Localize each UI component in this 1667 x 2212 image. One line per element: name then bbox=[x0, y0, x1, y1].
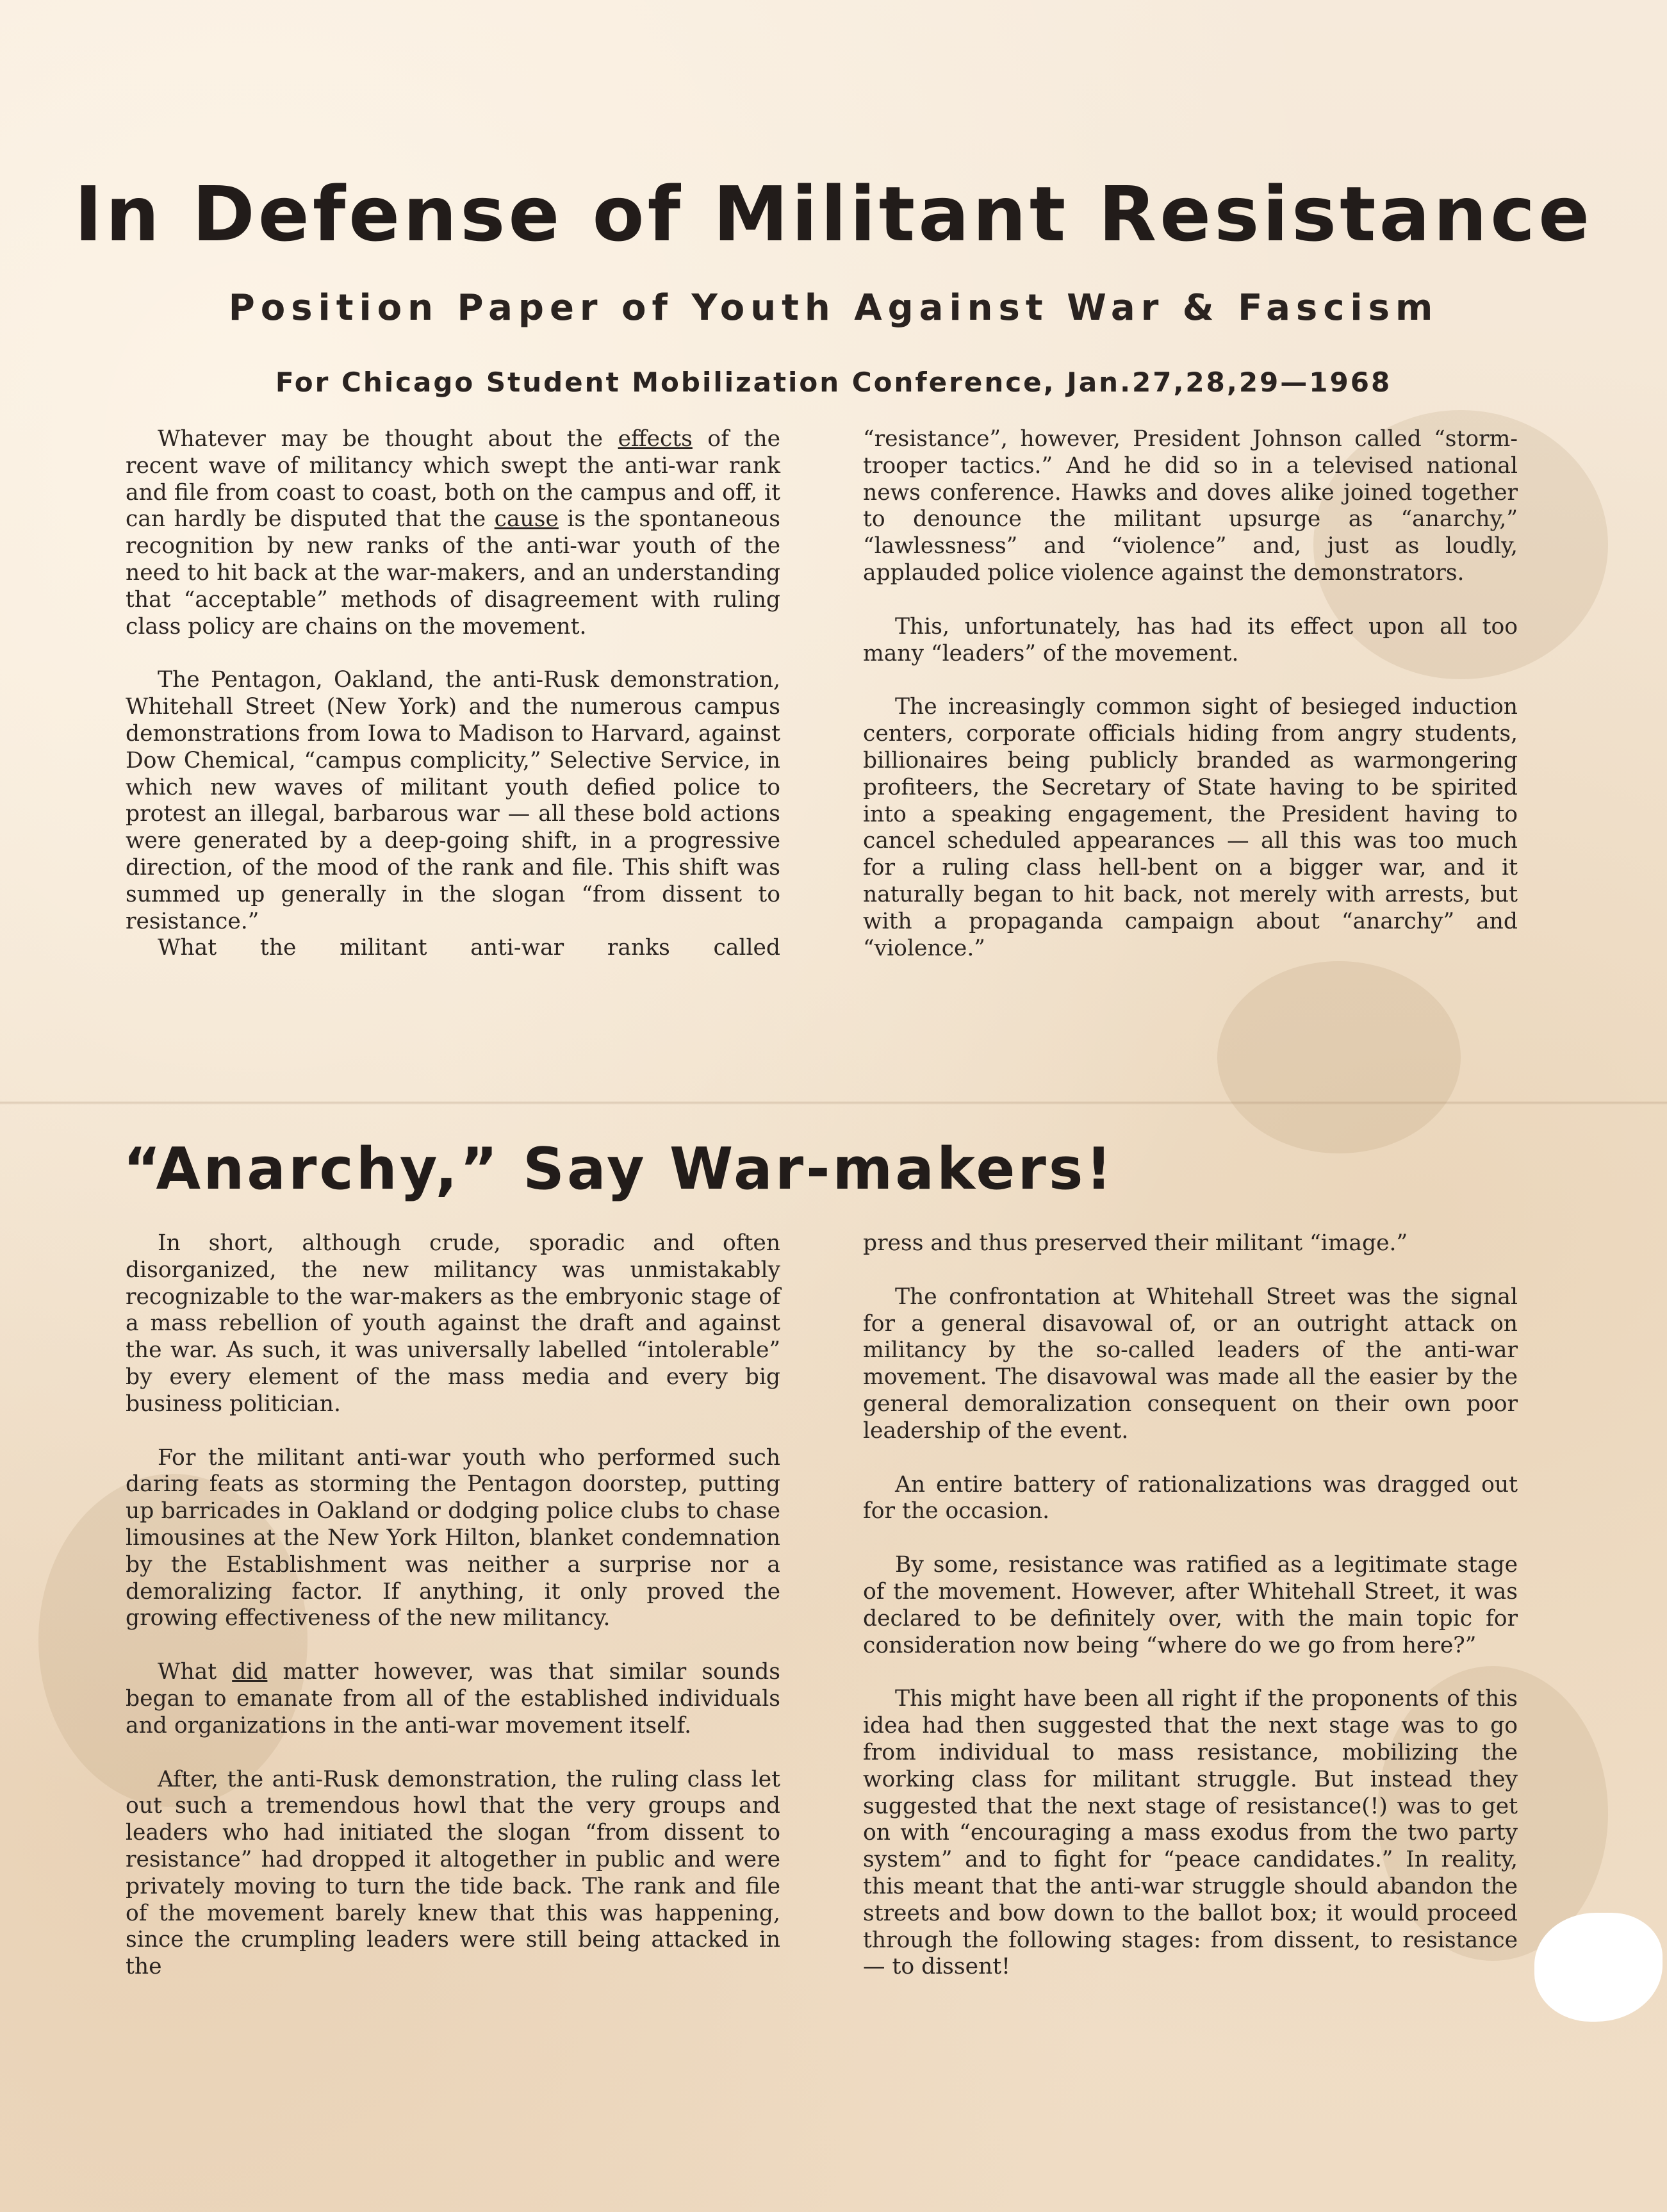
text-run: matter however, was that similar sounds began to emanate from all of the established individuals and organizations in the anti-war movement itself. bbox=[126, 1659, 780, 1738]
text-run: What bbox=[158, 1659, 233, 1685]
paragraph: What the militant anti-war ranks called bbox=[158, 935, 780, 961]
section1-right-column bbox=[863, 426, 1518, 989]
paragraph: By some, resistance was ratified as a legitimate stage of the movement. However, after Whitehall Street, it was declared to be definitely over, with the main topic for consideration now being “where do we go from here?” bbox=[863, 1552, 1518, 1658]
paragraph: The confrontation at Whitehall Street was the signal for a general disavowal of, or an outright attack on militancy by the so-called leaders of the anti-war movement. The disavowal was made all the easier by the general demoralization consequent on their own poor leadership of the event. bbox=[863, 1283, 1518, 1444]
underlined-word: cause bbox=[494, 506, 559, 532]
paragraph: After, the anti-Rusk demonstration, the ruling class let out such a tremendous howl that the very groups and leaders who had initiated the slogan “from dissent to resistance” had dropped it altogether in public and were privately moving to turn the tide back. The rank and file of the movement barely knew that this was happening, since the crumpling leaders were still being attacked in the bbox=[126, 1766, 780, 1980]
section-heading: “Anarchy,” Say War-makers! bbox=[123, 1135, 1115, 1203]
text-run: Whatever may be thought about the bbox=[158, 426, 618, 452]
paragraph: This, unfortunately, has had its effect upon all too many “leaders” of the movement. bbox=[863, 613, 1518, 666]
underlined-word: did bbox=[232, 1659, 268, 1685]
conference-line: For Chicago Student Mobilization Conference, Jan.27,28,29—1968 bbox=[275, 367, 1392, 398]
age-stain bbox=[1217, 961, 1461, 1153]
paragraph bbox=[126, 1659, 780, 1739]
paper-fold-crease bbox=[0, 1101, 1667, 1105]
paragraph: “resistance”, however, President Johnson called “storm-trooper tactics.” And he did so in a televised national news conference. Hawks and doves alike joined together to denounce the militant upsurge as “anarchy,” “lawlessness” and “violence” and, just as loudly, applauded police violence against the demonstrators. bbox=[863, 426, 1518, 586]
underlined-word: effects bbox=[618, 426, 693, 452]
section1-left-column bbox=[126, 426, 780, 989]
document-subtitle: Position Paper of Youth Against War & Fascism bbox=[228, 287, 1439, 329]
section2-right-column bbox=[863, 1230, 1518, 2008]
paragraph: For the militant anti-war youth who performed such daring feats as storming the Pentagon doorstep, putting up barricades in Oakland or dodging police clubs to chase limousines at the New York Hilton, blanket condemnation by the Establishment was neither a surprise nor a demoralizing factor. If anything, it only proved the growing effectiveness of the new militancy. bbox=[126, 1444, 780, 1631]
section2-left-column bbox=[126, 1230, 780, 2008]
paragraph: The Pentagon, Oakland, the anti-Rusk demonstration, Whitehall Street (New York) and the numerous campus demonstrations from Iowa to Madison to Harvard, against Dow Chemical, “campus complicity,” Selective Service, in which new waves of militant youth defied police to protest an illegal, barbarous war — all these bold actions were generated by a deep-going shift, in a progressive direction, of the mood of the rank and file. This shift was summed up generally in the slogan “from dissent to resistance.” bbox=[126, 667, 780, 934]
text-run: of the recent wave of militancy which swept the anti-war rank and file from coast to coast, both on the campus and off, it can hardly be disputed that the bbox=[126, 426, 780, 532]
paragraph bbox=[126, 426, 780, 640]
text-run: is the spontaneous recognition by new ranks of the anti-war youth of the need to hit back at the war-makers, and an understanding that “acceptable” methods of disagreement with ruling class policy are chains on the movement. bbox=[126, 506, 780, 640]
paragraph: The increasingly common sight of besieged induction centers, corporate officials hiding from angry students, billionaires being publicly branded as warmongering profiteers, the Secretary of State having to be spirited into a speaking engagement, the President having to cancel scheduled appearances — all this was too much for a ruling class hell-bent on a bigger war, and it naturally began to hit back, not merely with arrests, but with a propaganda campaign about “anarchy” and “violence.” bbox=[863, 694, 1518, 961]
paragraph: This might have been all right if the proponents of this idea had then suggested that the next stage was to go from individual to mass resistance, mobilizing the working class for militant struggle. But instead they suggested that the next stage of resistance(!) was to get on with “encouraging a mass exodus from the two party system” and to fight for “peace candidates.” In reality, this meant that the anti-war struggle should abandon the streets and bow down to the ballot box; it would proceed through the following stages: from dissent, to resistance — to dissent! bbox=[863, 1686, 1518, 1980]
paper-tear bbox=[1534, 1913, 1663, 2022]
paragraph: In short, although crude, sporadic and often disorganized, the new militancy was unmistakably recognizable to the war-makers as the embryonic stage of a mass rebellion of youth against the draft and against the war. As such, it was universally labelled “intolerable” by every element of the mass media and every big business politician. bbox=[126, 1230, 780, 1417]
paragraph: An entire battery of rationalizations was dragged out for the occasion. bbox=[863, 1471, 1518, 1524]
document-title: In Defense of Militant Resistance bbox=[74, 170, 1593, 258]
paragraph: press and thus preserved their militant “image.” bbox=[863, 1230, 1408, 1256]
